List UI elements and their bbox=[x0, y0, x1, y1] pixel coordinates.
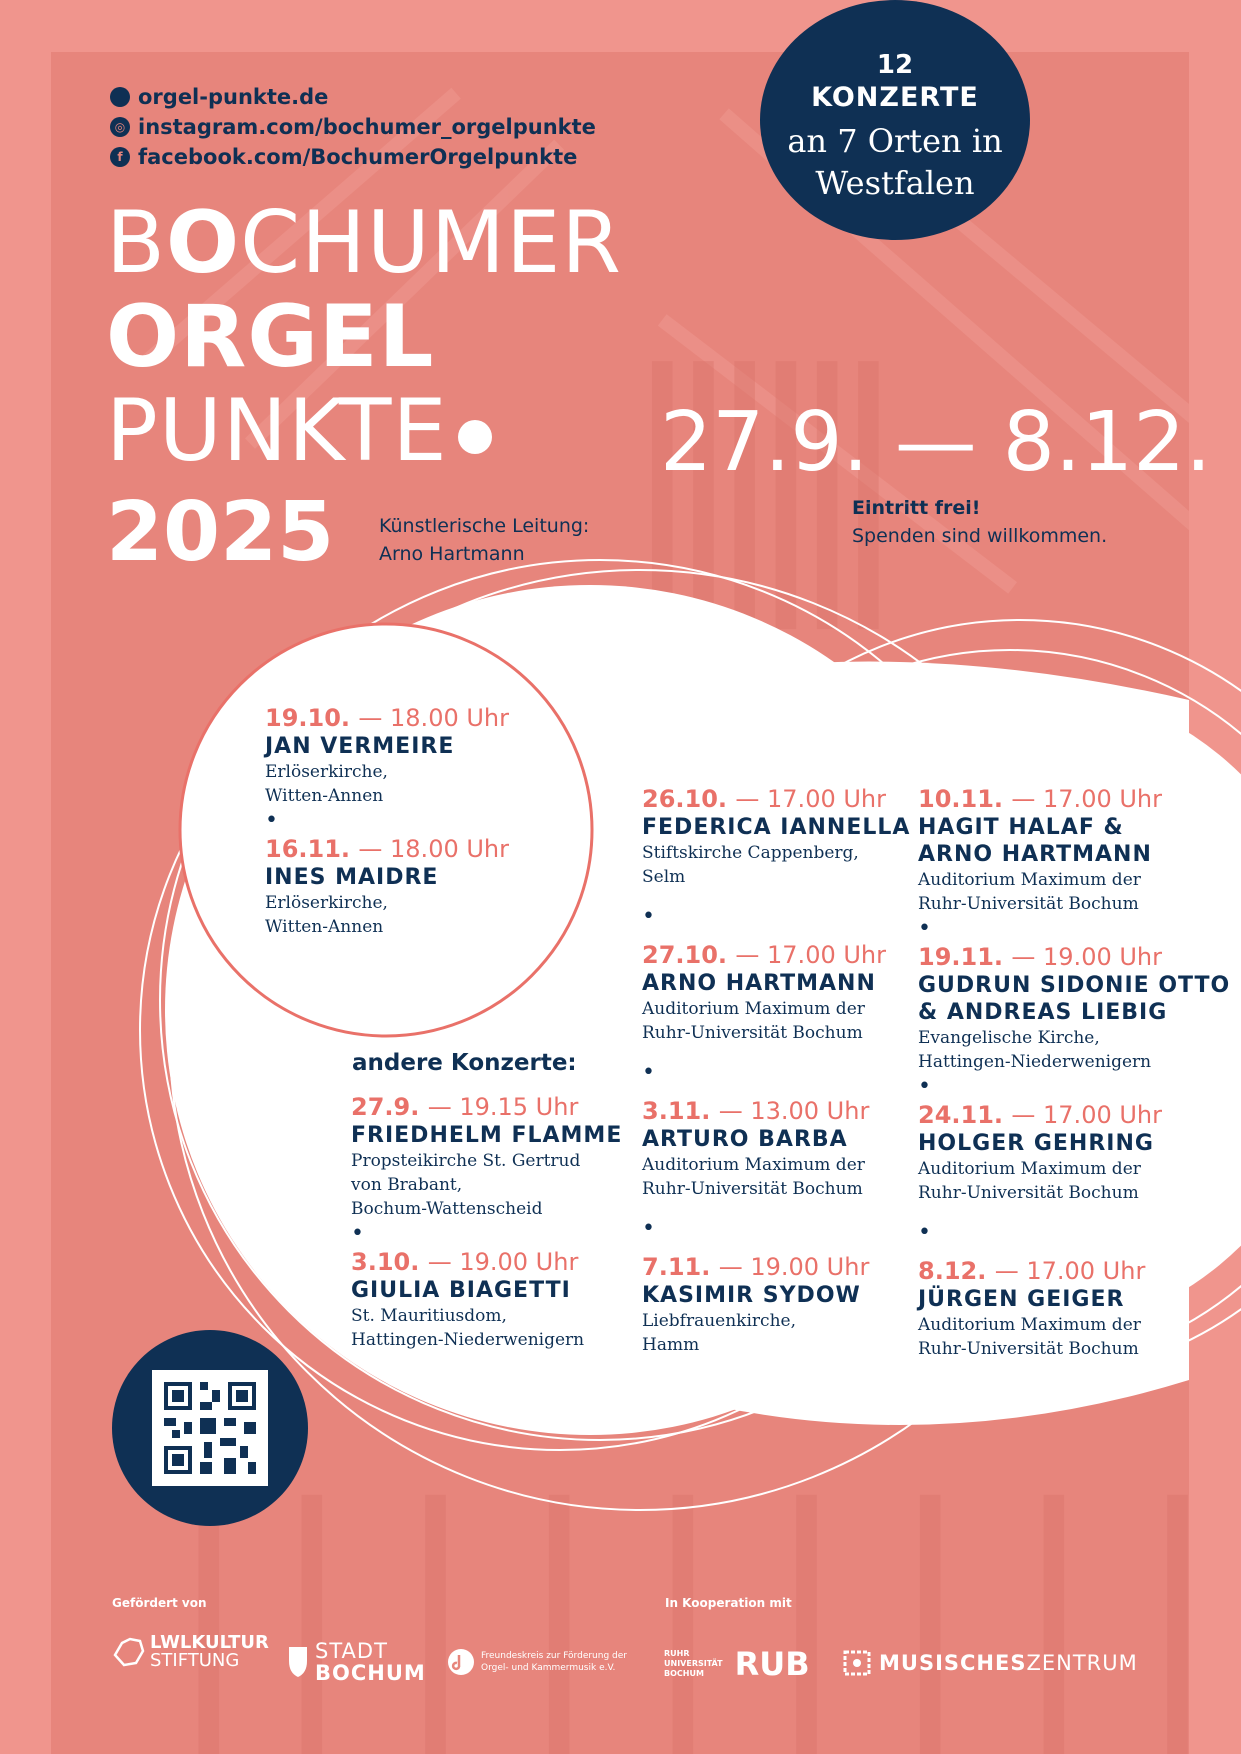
entry-info: Eintritt frei! Spenden sind willkommen. bbox=[852, 497, 1108, 547]
qr-code[interactable] bbox=[152, 1370, 268, 1486]
musisches-zentrum-icon bbox=[843, 1650, 871, 1676]
concert-item: 19.11. — 19.00 Uhr GUDRUN SIDONIE OTTO & ANDREAS LIEBIG Evangelische Kirche, Hattingen-Niederwenigern bbox=[918, 943, 1231, 1072]
facebook-link[interactable]: f facebook.com/BochumerOrgelpunkte bbox=[110, 142, 596, 172]
title-dot bbox=[458, 420, 492, 454]
qr-code-pattern bbox=[152, 1370, 268, 1486]
musisches-zentrum-logo[interactable]: MUSISCHESZENTRUM bbox=[843, 1650, 1138, 1676]
concert-item: 24.11. — 17.00 Uhr HOLGER GEHRING Auditorium Maximum der Ruhr-Universität Bochum bbox=[918, 1101, 1162, 1203]
other-concerts-label: andere Konzerte: bbox=[352, 1050, 577, 1076]
website-link[interactable]: orgel-punkte.de bbox=[110, 82, 596, 112]
concert-column-2 bbox=[642, 784, 910, 1357]
bochum-crest-icon bbox=[287, 1645, 309, 1679]
lwl-logo[interactable]: LWLKULTUR STIFTUNG bbox=[112, 1634, 269, 1670]
festival-title bbox=[106, 193, 623, 481]
badge-konzerte: KONZERTE bbox=[811, 82, 979, 113]
globe-icon bbox=[110, 87, 130, 107]
concert-item: 27.9. — 19.15 Uhr FRIEDHELM FLAMME Propsteikirche St. Gertrud von Brabant, Bochum-Wattenscheid bbox=[351, 1093, 623, 1219]
separator-bullet: • bbox=[642, 1060, 655, 1085]
title-line-3: PUNKTE bbox=[106, 384, 622, 478]
funded-by-label: Gefördert von bbox=[112, 1596, 207, 1610]
badge-locations: an 7 Orten in Westfalen bbox=[787, 122, 1003, 202]
festival-year: 2025 bbox=[106, 485, 335, 580]
music-note-icon bbox=[447, 1648, 475, 1676]
concert-item: 3.10. — 19.00 Uhr GIULIA BIAGETTI St. Mauritiusdom, Hattingen-Niederwenigern bbox=[351, 1248, 585, 1350]
concert-count-badge bbox=[760, 0, 1030, 240]
instagram-link[interactable]: ◎ instagram.com/bochumer_orgelpunkte bbox=[110, 112, 596, 142]
concert-item: 8.12. — 17.00 Uhr JÜRGEN GEIGER Auditorium Maximum der Ruhr-Universität Bochum bbox=[918, 1257, 1146, 1359]
westfalen-map-icon bbox=[112, 1635, 146, 1669]
concert-item: 27.10. — 17.00 Uhr ARNO HARTMANN Auditorium Maximum der Ruhr-Universität Bochum bbox=[642, 941, 886, 1043]
separator-bullet: • bbox=[918, 916, 931, 941]
facebook-icon: f bbox=[110, 147, 130, 167]
cooperation-label: In Kooperation mit bbox=[665, 1596, 792, 1610]
badge-count: 12 bbox=[876, 50, 914, 80]
separator-bullet: • bbox=[642, 904, 655, 929]
concert-item: 26.10. — 17.00 Uhr FEDERICA IANNELLA Stiftskirche Cappenberg, Selm bbox=[642, 785, 911, 887]
separator-bullet: • bbox=[642, 1216, 655, 1241]
featured-concert: 19.10. — 18.00 Uhr JAN VERMEIRE Erlöserkirche, Witten-Annen bbox=[265, 704, 509, 806]
concert-item: 7.11. — 19.00 Uhr KASIMIR SYDOW Liebfrauenkirche, Hamm bbox=[642, 1253, 870, 1355]
festival-date-range: 27.9. — 8.12. bbox=[660, 395, 1212, 490]
concert-column-3 bbox=[918, 784, 1230, 1361]
separator-bullet: • bbox=[351, 1221, 364, 1246]
featured-concerts bbox=[265, 703, 509, 939]
concert-item: 10.11. — 17.00 Uhr HAGIT HALAF & ARNO HARTMANN Auditorium Maximum der Ruhr-Universität Bochum bbox=[918, 785, 1162, 914]
freundeskreis-logo[interactable]: Freundeskreis zur Förderung der Orgel- und Kammermusik e.V. bbox=[447, 1648, 627, 1676]
title-line-2: ORGEL bbox=[106, 287, 435, 387]
artistic-direction: Künstlerische Leitung: Arno Hartmann bbox=[379, 515, 590, 565]
social-links bbox=[110, 82, 596, 172]
title-line-1: BOCHUMER bbox=[106, 193, 623, 293]
qr-code-badge[interactable] bbox=[112, 1330, 308, 1526]
concert-column-1 bbox=[351, 1092, 622, 1352]
concert-item: 3.11. — 13.00 Uhr ARTURO BARBA Auditorium Maximum der Ruhr-Universität Bochum bbox=[642, 1097, 870, 1199]
featured-concert: 16.11. — 18.00 Uhr INES MAIDRE Erlöserkirche, Witten-Annen bbox=[265, 835, 509, 937]
stadt-bochum-logo[interactable]: STADT BOCHUM bbox=[287, 1640, 426, 1684]
separator-bullet: • bbox=[265, 808, 278, 833]
rub-logo[interactable]: RUHR UNIVERSITÄT BOCHUM RUB bbox=[664, 1645, 810, 1683]
instagram-icon: ◎ bbox=[110, 117, 130, 137]
separator-bullet: • bbox=[918, 1220, 931, 1245]
separator-bullet: • bbox=[918, 1074, 931, 1099]
